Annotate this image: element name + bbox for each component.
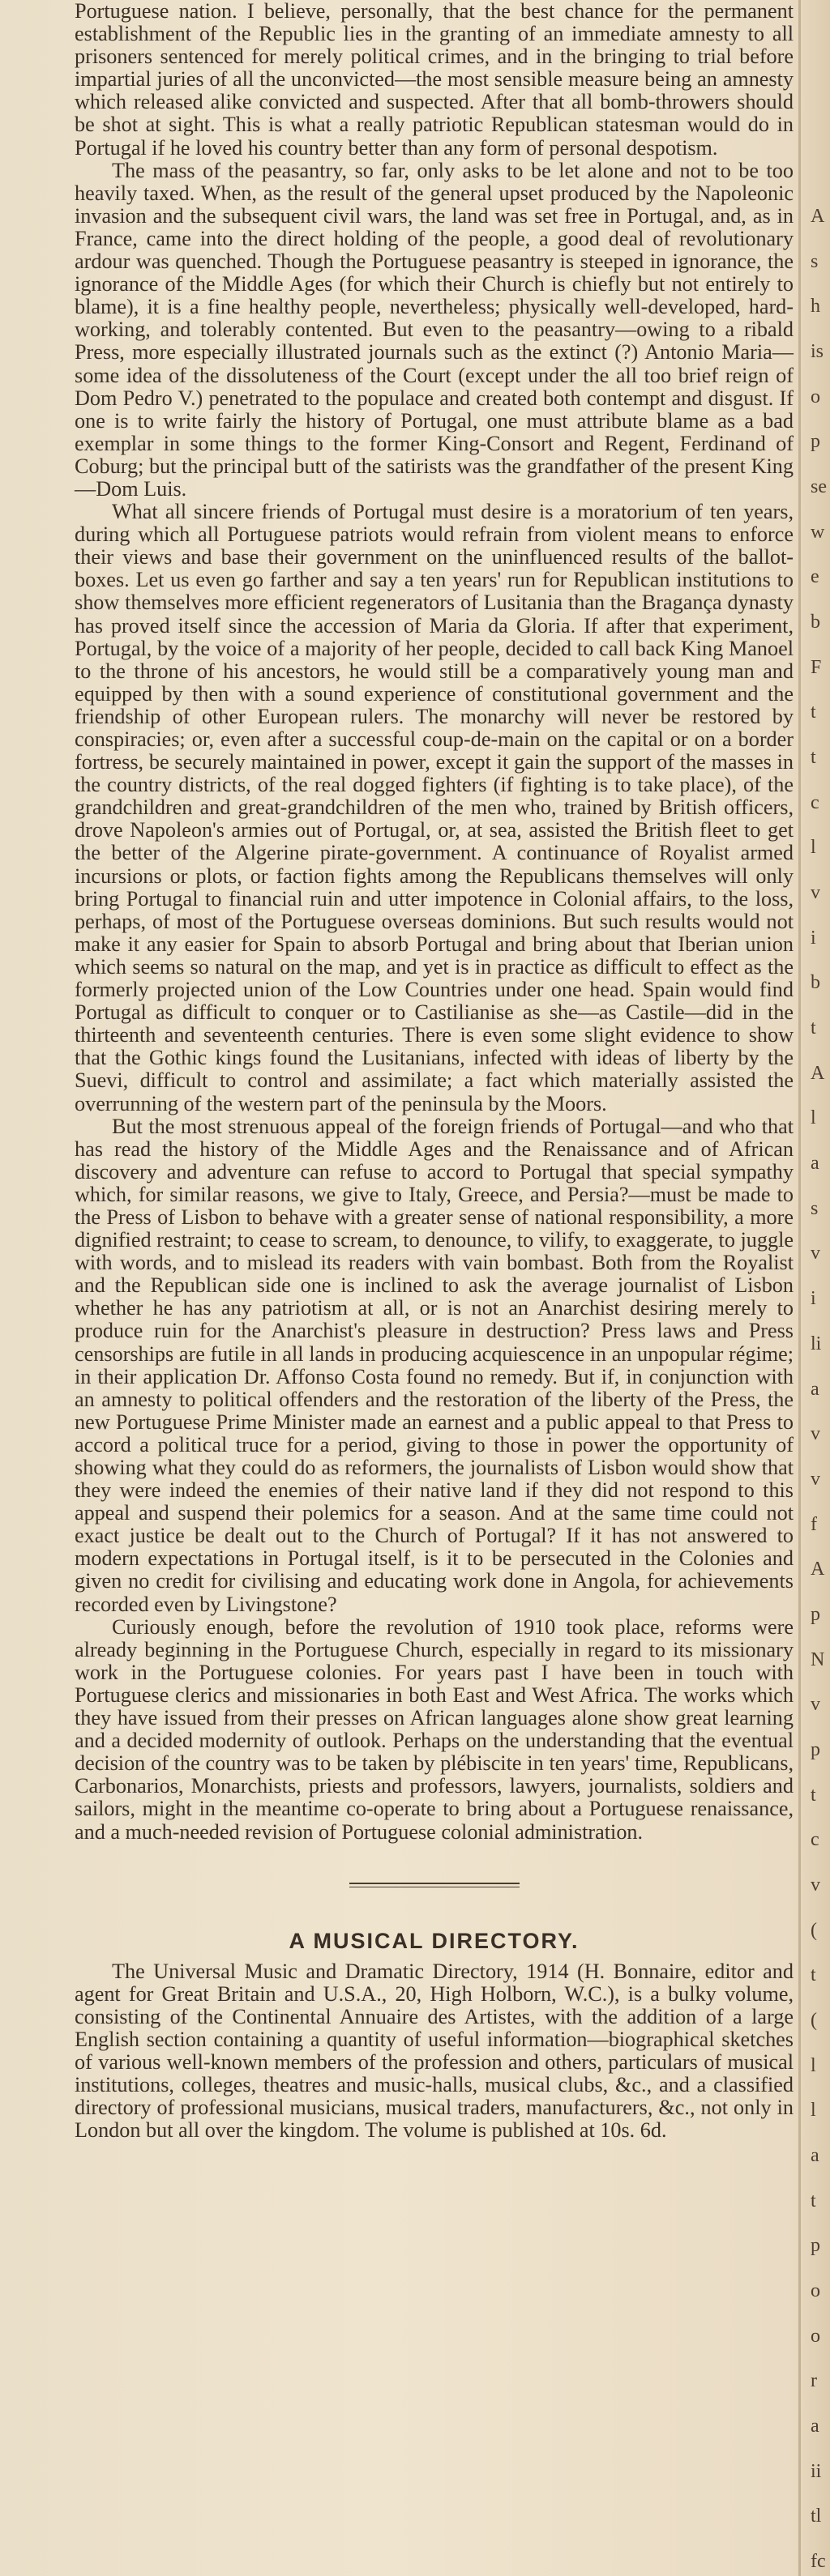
adjacent-column-fragment: tl xyxy=(811,2506,822,2527)
adjacent-column-fragment: p xyxy=(811,431,820,452)
section-title: A MUSICAL DIRECTORY. xyxy=(289,1928,580,1953)
adjacent-column-fragment: s xyxy=(811,251,819,272)
adjacent-column-fragment: p xyxy=(811,2235,820,2256)
adjacent-column-edge xyxy=(811,0,830,2576)
adjacent-column-fragment: A xyxy=(811,206,825,227)
adjacent-column-fragment: c xyxy=(811,792,819,813)
adjacent-column-fragment: fc xyxy=(811,2551,826,2572)
adjacent-column-fragment: a xyxy=(811,1379,819,1400)
adjacent-column-fragment: l xyxy=(811,2055,816,2076)
adjacent-column-fragment: a xyxy=(811,2416,819,2437)
adjacent-column-fragment: ( xyxy=(811,1920,817,1941)
adjacent-column-fragment: v xyxy=(811,1423,820,1444)
adjacent-column-fragment: t xyxy=(811,1964,816,1985)
article-paragraph-3: What all sincere friends of Portugal must desire is a moratorium of ten years, during which all Portuguese patriots would refrain from violent means to enforce their views and base their government on the uninfluenced results of the ballot-boxes. Let us even go farther and say a ten years' run for Republican institutions to show themselves more efficient regenerators of Lusitania than the Bragança dynasty has proved itself since the accession of Maria da Gloria. If after that experiment, Portugal, by the voice of a majority of her people, decided to call back King Manoel to the throne of his ancestors, he would still be a comparatively young man and equipped by then with a sound experience of constitutional government and the friendship of other European rulers. The monarchy will never be restored by conspiracies; or, even after a successful coup-de-main on the capital or on a border fortress, be securely maintained in power, except it gain the support of the masses in the country districts, of the real dogged fighters (if fighting is to take place), of the grandchildren and great-grandchildren of the men who, trained by British officers, drove Napoleon's armies out of Portugal, or, at sea, assisted the British fleet to get the better of the Algerine pirate-government. A continuance of Royalist armed incursions or plots, or faction fights among the Republicans themselves will only bring Portugal to financial ruin and utter impotence in Colonial affairs, to the loss, perhaps, of most of the Portuguese overseas dominions. But such results would not make it any easier for Spain to absorb Portugal and bring about that Iberian union which seems so natural on the map, and yet is in practice as difficult to effect as the formerly projected union of the Low Countries under one head. Spain would find Portugal as difficult to conquer or to Castilianise as she—as Castile—did in the thirteenth and seventeenth centuries. There is even some slight evidence to show that the Gothic kings found the Lusitanians, infected with ideas of liberty by the Suevi, difficult to control and assimilate; a fact which materially assisted the overrunning of the western part of the peninsula by the Moors. xyxy=(75,500,794,1115)
adjacent-column-fragment: h xyxy=(811,296,820,317)
adjacent-column-fragment: s xyxy=(811,1198,819,1219)
adjacent-column-fragment: v xyxy=(811,1243,820,1264)
adjacent-column-fragment: a xyxy=(811,2145,819,2166)
adjacent-column-fragment: l xyxy=(811,1107,816,1128)
adjacent-column-fragment: l xyxy=(811,837,816,858)
adjacent-column-fragment: w xyxy=(811,522,825,543)
column-fold-line xyxy=(798,0,801,2576)
adjacent-column-fragment: li xyxy=(811,1333,822,1354)
article-paragraph-4: But the most strenuous appeal of the foreign friends of Portugal—and who that has read the history of the Middle Ages and the Renaissance and of African discovery and adventure can refuse to accord to Portugal that special sympathy which, for similar reasons, we give to Italy, Greece, and Persia?—must be made to the Press of Lisbon to behave with a greater sense of national responsibility, a more dignified restraint; to cease to scream, to denounce, to vilify, to exaggerate, to juggle with words, and to mislead its readers with vain bombast. Both from the Royalist and the Republican side one is inclined to ask the average journalist of Lisbon whether he has any patriotism at all, or is not an Anarchist desiring merely to produce ruin for the Anarchist's pleasure in destruction? Press laws and Press censorships are futile in all lands in producing acquiescence in an unpopular régime; in their application Dr. Affonso Costa found no remedy. But if, in conjunction with an amnesty to political offenders and the restoration of the liberty of the Press, the new Portuguese Prime Minister made an earnest and a public appeal to that Press to accord a political truce for a period, giving to those in power the opportunity of showing what they could do as reformers, the journalists of Lisbon would show that they were indeed the enemies of their native land if they did not respond to this appeal and suspend their polemics for a season. And at the same time could not exact justice be dealt out to the Church of Portugal? If it has not answered to modern expectations in Portugal itself, is it to be persecuted in the Colonies and given no credit for civilising and educating work done in Angola, for achievements recorded even by Livingstone? xyxy=(75,1114,794,1616)
adjacent-column-fragment: A xyxy=(811,1559,825,1580)
adjacent-column-fragment: v xyxy=(811,1694,820,1715)
adjacent-column-fragment: r xyxy=(811,2370,817,2391)
musical-directory-paragraph: The Universal Music and Dramatic Directory, 1914 (H. Bonnaire, editor and agent for Great Britain and U.S.A., 20, High Holborn, W.C.), is a bulky volume, consisting of the Continental Annuaire des Artistes, with the addition of a large English section containing a quantity of useful information—biographical sketches of various well-known members of the profession and others, particulars of musical institutions, colleges, theatres and music-halls, musical clubs, &c., and a classified directory of professional musicians, musical traders, manufacturers, &c., not only in London but all over the kingdom. The volume is published at 10s. 6d. xyxy=(75,1959,794,2143)
adjacent-column-fragment: v xyxy=(811,1469,820,1490)
adjacent-column-fragment: c xyxy=(811,1829,819,1850)
article-column xyxy=(75,0,794,2142)
adjacent-column-fragment: o xyxy=(811,2326,820,2347)
adjacent-column-fragment: b xyxy=(811,972,820,993)
adjacent-column-fragment: f xyxy=(811,1514,817,1535)
adjacent-column-fragment: t xyxy=(811,702,816,723)
adjacent-column-fragment: t xyxy=(811,1017,816,1039)
adjacent-column-fragment: i xyxy=(811,928,816,949)
adjacent-column-fragment: o xyxy=(811,386,820,407)
adjacent-column-fragment: v xyxy=(811,882,820,903)
adjacent-column-fragment: i xyxy=(811,1288,816,1309)
article-paragraph-1: Portuguese nation. I believe, personally, that the best chance for the permanent establishment of the Republic lies in the granting of an immediate amnesty to all prisoners sentenced for merely political crimes, and in the bringing to trial before impartial juries of all the unconvicted—the most sensible measure being an amnesty which released alike convicted and suspected. After that all bomb-throwers should be shot at sight. This is what a really patriotic Republican statesman would do in Portugal if he loved his country better than any form of personal despotism. xyxy=(75,0,794,160)
adjacent-column-fragment: b xyxy=(811,612,820,633)
section-divider xyxy=(349,1883,520,1887)
adjacent-column-fragment: l xyxy=(811,2100,816,2121)
adjacent-column-fragment: F xyxy=(811,657,822,678)
adjacent-column-fragment: se xyxy=(811,476,827,497)
adjacent-column-fragment: e xyxy=(811,566,819,587)
adjacent-column-fragment: t xyxy=(811,1785,816,1806)
adjacent-column-fragment: ( xyxy=(811,2010,817,2031)
article-paragraph-2: The mass of the peasantry, so far, only asks to be let alone and not to be too heavily taxed. When, as the result of the general upset produced by the Napoleonic invasion and the subsequent civil wars, the land was set free in Portugal, and, as in France, came into the direct holding of the people, a good deal of revolutionary ardour was quenched. Though the Portuguese peasantry is steeped in ignorance, the ignorance of the Middle Ages (for which their Church is chiefly but not entirely to blame), it is a fine healthy people, nevertheless; physically well-developed, hard-working, and tolerably contented. But even to the peasantry—owing to a ribald Press, more especially illustrated journals such as the extinct (?) Antonio Maria—some idea of the dissoluteness of the Court (except under the all too brief reign of Dom Pedro V.) penetrated to the populace and created both contempt and disgust. If one is to write fairly the history of Portugal, one must attribute blame as a bad exemplar in some things to the former King-Consort and Regent, Ferdinand of Coburg; but the principal butt of the satirists was the grandfather of the present King—Dom Luis. xyxy=(75,158,794,501)
adjacent-column-fragment: N xyxy=(811,1649,825,1670)
adjacent-column-fragment: a xyxy=(811,1153,819,1174)
adjacent-column-fragment: o xyxy=(811,2280,820,2301)
adjacent-column-fragment: v xyxy=(811,1874,820,1896)
adjacent-column-fragment: ii xyxy=(811,2461,822,2482)
article-paragraph-5: Curiously enough, before the revolution of 1910 took place, reforms were already beginning in the Portuguese Church, especially in regard to its missionary work in the Portuguese colonies. For years past I have been in touch with Portuguese clerics and missionaries in both East and West Africa. The works which they have issued from their presses on African languages alone show great learning and a decided modernity of outlook. Perhaps on the understanding that the eventual decision of the country was to be taken by plébiscite in ten years' time, Republicans, Carbonarios, Monarchists, priests and professors, lawyers, journalists, soldiers and sailors, might in the meantime co-operate to bring about a Portuguese renaissance, and a much-needed revision of Portuguese colonial administration. xyxy=(75,1614,794,1844)
adjacent-column-fragment: t xyxy=(811,2190,816,2211)
adjacent-column-fragment: p xyxy=(811,1604,820,1625)
adjacent-column-fragment: t xyxy=(811,747,816,768)
adjacent-column-fragment: p xyxy=(811,1739,820,1760)
adjacent-column-fragment: is xyxy=(811,341,824,362)
adjacent-column-fragment: A xyxy=(811,1063,825,1084)
